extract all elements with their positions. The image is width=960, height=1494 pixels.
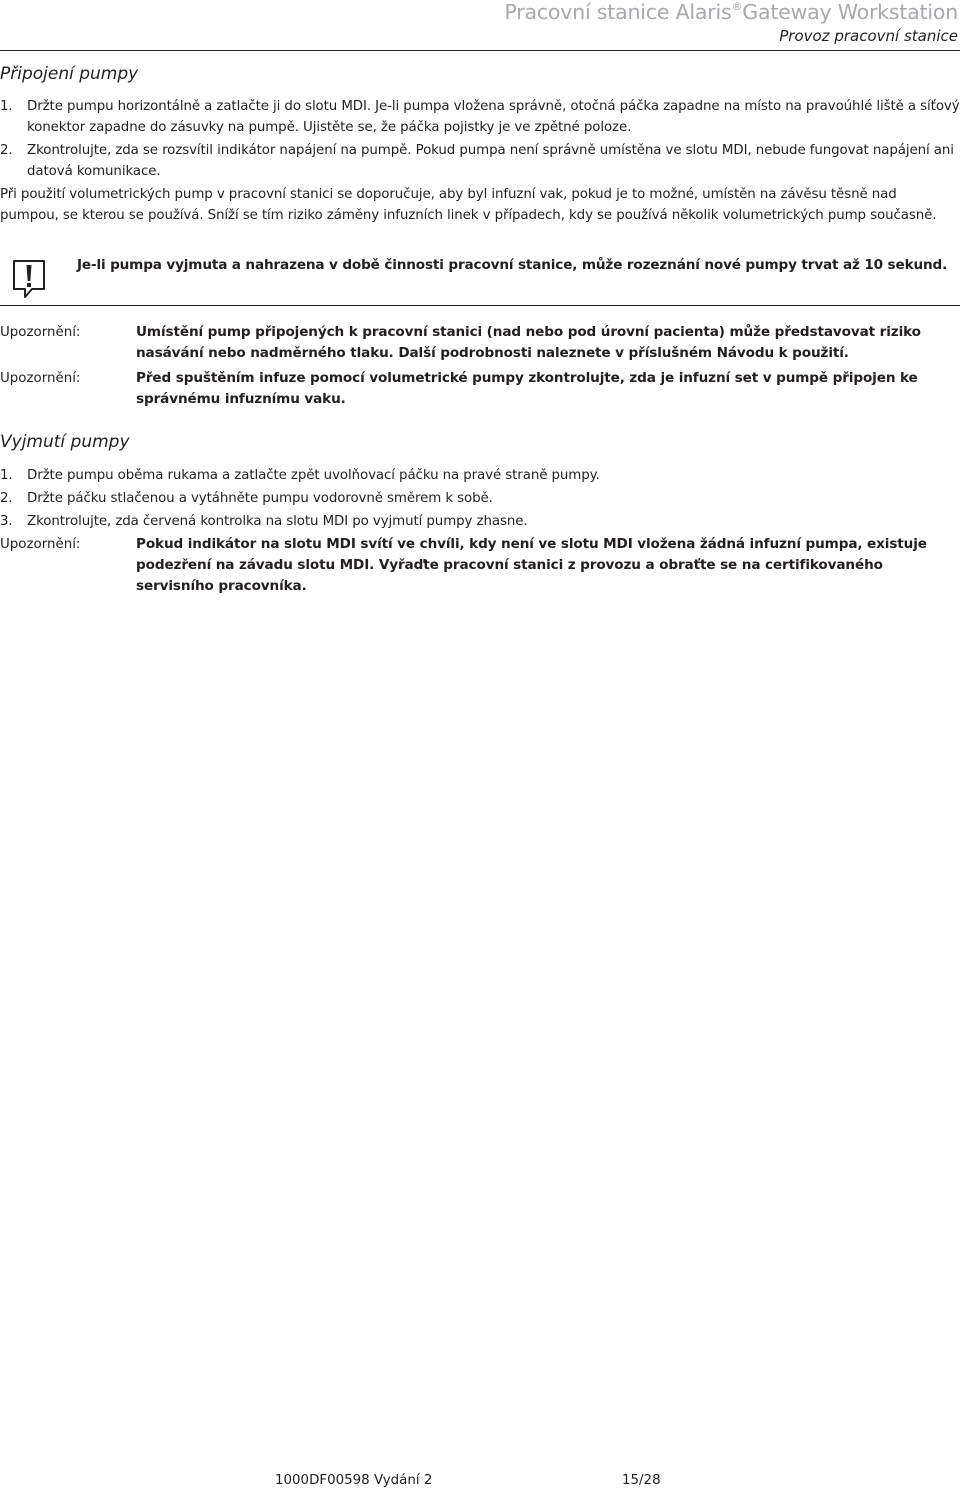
document-number: 1000DF00598 Vydání 2 bbox=[275, 1473, 433, 1488]
step-text: Zkontrolujte, zda červená kontrolka na slotu MDI po vyjmutí pumpy zhasne. bbox=[27, 514, 528, 529]
step-number: 2. bbox=[0, 143, 13, 158]
step-number: 3. bbox=[0, 514, 13, 529]
remove-step-2 bbox=[0, 488, 960, 509]
section-subtitle: Provoz pracovní stanice bbox=[779, 27, 958, 45]
warning-exclamation-icon bbox=[12, 259, 46, 299]
warning-divider bbox=[0, 305, 960, 306]
step-number: 1. bbox=[0, 468, 13, 483]
remove-step-3 bbox=[0, 511, 960, 532]
caution-label: Upozornění: bbox=[0, 325, 81, 340]
warning-note bbox=[0, 254, 960, 300]
step-text: Držte páčku stlačenou a vytáhněte pumpu vodorovně směrem k sobě. bbox=[27, 491, 493, 506]
remove-heading: Vyjmutí pumpy bbox=[0, 432, 130, 452]
document-title: Pracovní stanice Alaris®Gateway Workstation bbox=[504, 0, 958, 24]
connect-step-1 bbox=[0, 96, 960, 138]
connect-heading: Připojení pumpy bbox=[0, 64, 139, 84]
warning-text: Je-li pumpa vyjmuta a nahrazena v době činnosti pracovní stanice, může rozeznání nové pumpy trvat až 10 sekund. bbox=[77, 257, 948, 273]
step-text: Zkontrolujte, zda se rozsvítil indikátor napájení na pumpě. Pokud pumpa není správně umístěna ve slotu MDI, nebude fungovat napájení ani datová komunikace. bbox=[27, 143, 954, 179]
step-text: Držte pumpu oběma rukama a zatlačte zpět uvolňovací páčku na pravé straně pumpy. bbox=[27, 468, 600, 483]
caution-label: Upozornění: bbox=[0, 371, 81, 386]
step-number: 2. bbox=[0, 491, 13, 506]
caution-label: Upozornění: bbox=[0, 537, 81, 552]
page-number: 15/28 bbox=[622, 1473, 661, 1488]
connect-step-2 bbox=[0, 140, 960, 182]
header-divider bbox=[0, 50, 960, 51]
step-text: Držte pumpu horizontálně a zatlačte ji do slotu MDI. Je-li pumpa vložena správně, otočná páčka zapadne na místo na pravoúhlé liště a síťový konektor zapadne do zásuvky na pumpě. Ujistěte se, že páčka pojistky je ve zpětné poloze. bbox=[27, 99, 960, 135]
remove-step-1 bbox=[0, 465, 960, 486]
connect-paragraph: Při použití volumetrických pump v pracovní stanici se doporučuje, aby byl infuzní vak, pokud je to možné, umístěn na závěsu těsně nad pumpou, se kterou se používá. Sníží se tím riziko záměny infuzních linek v případech, kdy se používá několik volumetrických pump současně. bbox=[0, 187, 937, 223]
caution-text: Umístění pump připojených k pracovní stanici (nad nebo pod úrovní pacienta) může představovat riziko nasávání nebo nadměrného tlaku. Další podrobnosti naleznete v příslušném Návodu k použití. bbox=[136, 324, 921, 361]
caution-text: Před spuštěním infuze pomocí volumetrické pumpy zkontrolujte, zda je infuzní set v pumpě připojen ke správnému infuznímu vaku. bbox=[136, 370, 918, 407]
step-number: 1. bbox=[0, 99, 13, 114]
caution-text: Pokud indikátor na slotu MDI svítí ve chvíli, kdy není ve slotu MDI vložena žádná infuzní pumpa, existuje podezření na závadu slotu MDI. Vyřaďte pracovní stanici z provozu a obraťte se na certifikovaného servisního pracovníka. bbox=[136, 536, 927, 594]
